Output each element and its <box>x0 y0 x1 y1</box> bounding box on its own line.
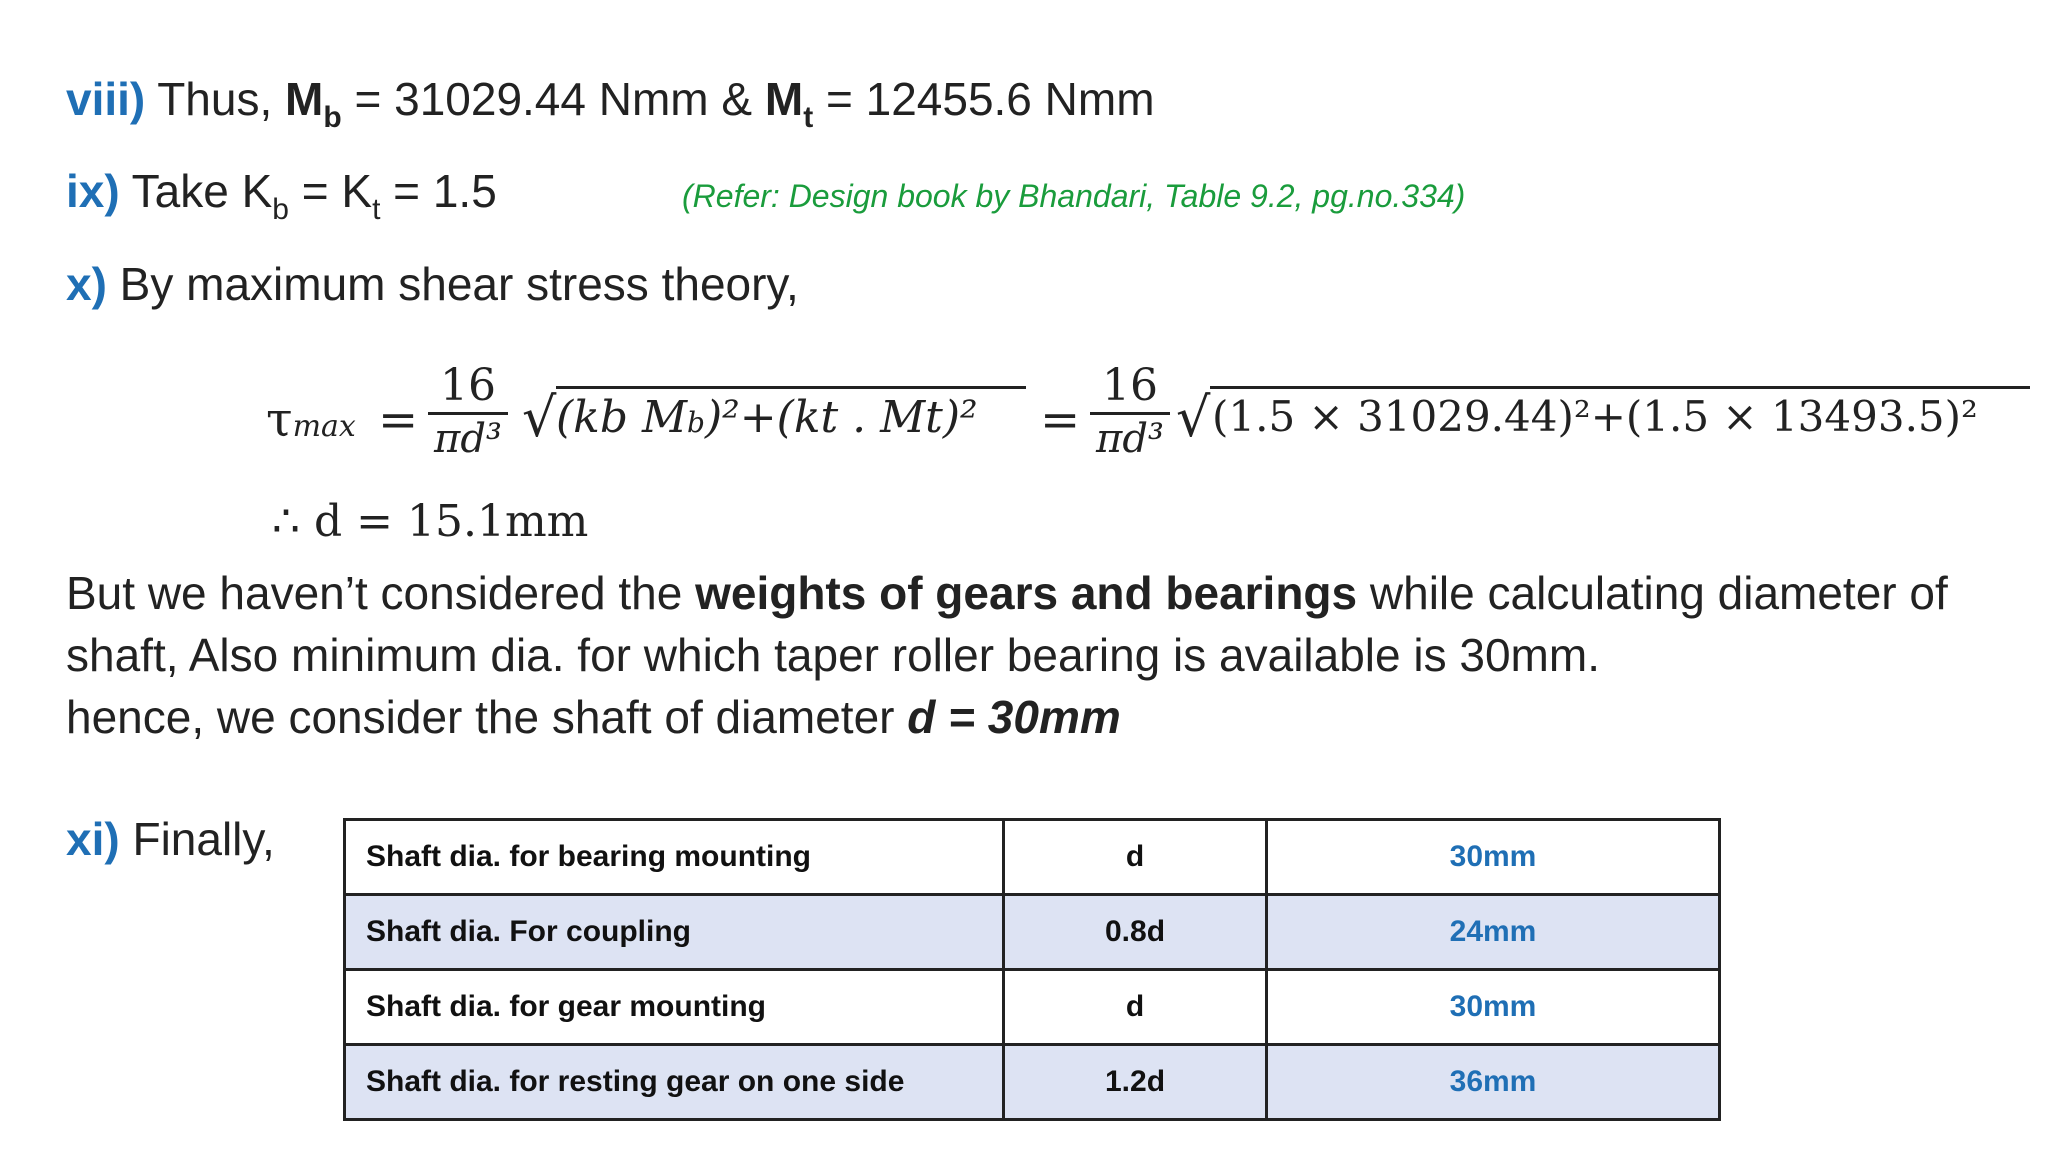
step-text: = K <box>288 165 373 217</box>
table-cell-value: 36mm <box>1267 1045 1720 1120</box>
tau-subscript: max <box>292 409 356 444</box>
table-cell-factor: d <box>1004 820 1267 895</box>
fraction-16-over-pi-d3 <box>428 362 508 461</box>
fraction-bar <box>428 412 508 415</box>
table-row <box>345 1045 1720 1120</box>
table-cell-label: Shaft dia. for bearing mounting <box>345 820 1004 895</box>
radicand-symbolic <box>556 392 978 443</box>
step-number: viii) <box>66 73 146 125</box>
subscript-b: b <box>323 101 342 134</box>
table-cell-label: Shaft dia. For coupling <box>345 895 1004 970</box>
fraction-numerator: 16 <box>1102 360 1158 411</box>
table-row <box>345 895 1720 970</box>
table-cell-label: Shaft dia. for resting gear on one side <box>345 1045 1004 1120</box>
fraction-numerator: 16 <box>440 360 496 411</box>
step-ix <box>66 164 497 228</box>
step-text: Thus, <box>145 73 286 125</box>
equals-sign: = <box>378 392 419 448</box>
step-viii <box>66 72 1155 136</box>
paragraph-text: shaft, Also minimum dia. for which taper roller bearing is available is 30mm. <box>66 629 1600 681</box>
result-diameter: ∴ d = 15.1mm <box>272 496 589 547</box>
reference-note: (Refer: Design book by Bhandari, Table 9.2, pg.no.334) <box>682 178 1466 214</box>
table-cell-label: Shaft dia. for gear mounting <box>345 970 1004 1045</box>
subscript-t: t <box>372 193 381 226</box>
table-cell-value: 24mm <box>1267 895 1720 970</box>
paragraph-text: But we haven’t considered the <box>66 567 696 619</box>
paragraph-line-1 <box>66 566 1948 621</box>
sqrt-overline <box>556 386 1026 389</box>
equals-sign: = <box>1040 392 1081 448</box>
radicand-part: (kb M <box>556 392 688 443</box>
subscript-t: t <box>803 101 814 134</box>
paragraph-emphasis: d = 30mm <box>907 691 1121 743</box>
step-number: xi) <box>66 813 120 865</box>
paragraph-emphasis: weights of gears and bearings <box>695 567 1358 619</box>
symbol-m: M <box>764 73 804 125</box>
step-number: x) <box>66 258 107 310</box>
step-text: By maximum shear stress theory, <box>106 258 799 310</box>
step-text: = 31029.44 Nmm & <box>341 73 765 125</box>
step-text: Finally, <box>119 813 275 865</box>
step-text: Take K <box>119 165 273 217</box>
paragraph-line-3 <box>66 690 1121 745</box>
table-cell-factor: 0.8d <box>1004 895 1267 970</box>
step-number: ix) <box>66 165 120 217</box>
shaft-diameter-table <box>343 818 1721 1121</box>
step-x <box>66 257 799 312</box>
table-cell-value: 30mm <box>1267 970 1720 1045</box>
fraction-16-over-pi-d3 <box>1090 362 1170 461</box>
sqrt-sign: √ <box>522 386 557 449</box>
table-row <box>345 820 1720 895</box>
sqrt-overline <box>1210 386 2030 389</box>
table-cell-factor: 1.2d <box>1004 1045 1267 1120</box>
fraction-bar <box>1090 412 1170 415</box>
radicand-numeric: (1.5 × 31029.44)²+(1.5 × 13493.5)² <box>1212 392 1978 441</box>
fraction-denominator: πd³ <box>1096 416 1164 463</box>
radicand-subscript: b <box>687 406 705 439</box>
tau: τ <box>266 392 293 448</box>
radicand-part: )²+(kt . Mt)² <box>704 392 978 443</box>
table-cell-value: 30mm <box>1267 820 1720 895</box>
subscript-b: b <box>272 193 289 226</box>
table-row <box>345 970 1720 1045</box>
step-text: = 12455.6 Nmm <box>813 73 1155 125</box>
tau-symbol <box>266 392 356 448</box>
paragraph-line-2 <box>66 628 1600 683</box>
step-text: = 1.5 <box>380 165 497 217</box>
step-xi <box>66 812 275 867</box>
symbol-m: M <box>285 73 324 125</box>
paragraph-text: while calculating diameter of <box>1357 567 1948 619</box>
table-cell-factor: d <box>1004 970 1267 1045</box>
paragraph-text: hence, we consider the shaft of diameter <box>66 691 908 743</box>
fraction-denominator: πd³ <box>434 416 502 463</box>
sqrt-sign: √ <box>1176 386 1211 449</box>
